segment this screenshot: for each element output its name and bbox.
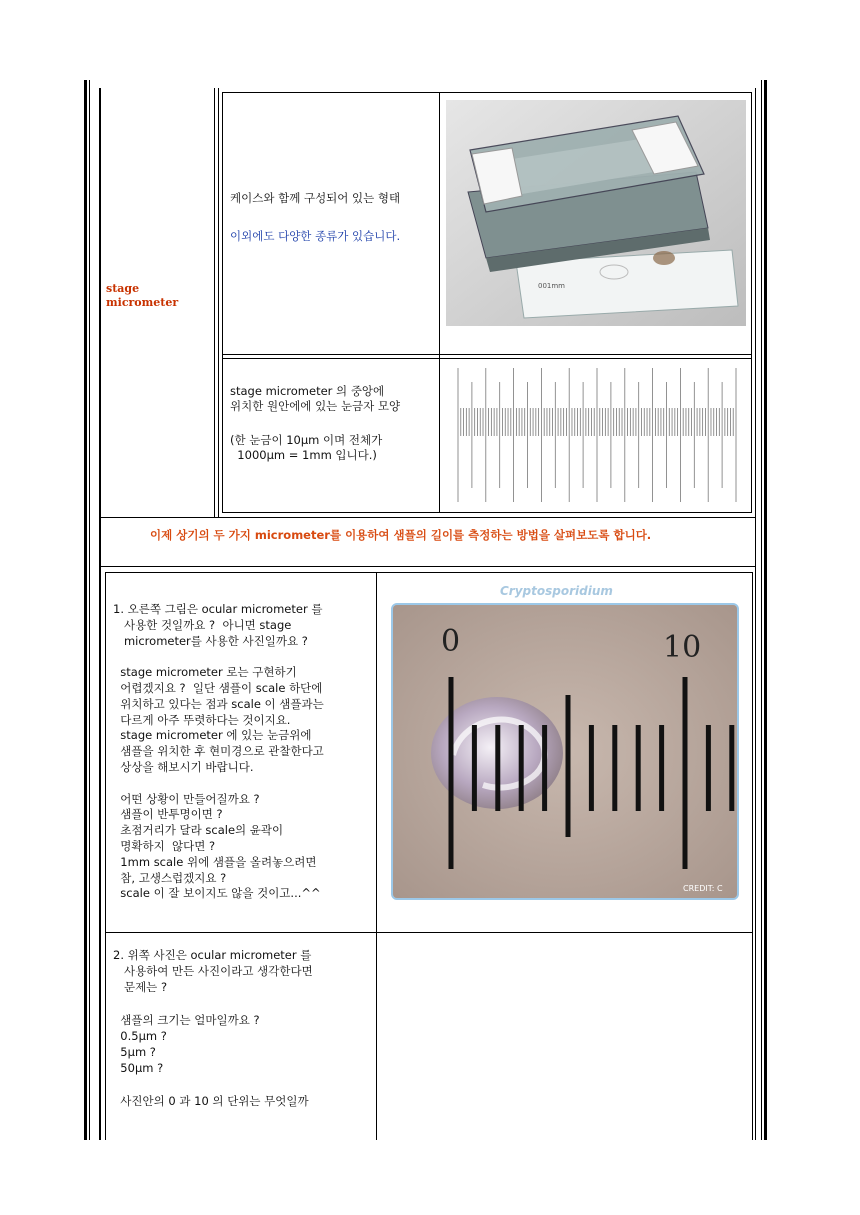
text-line: 위치하고 있다는 점과 scale 이 샘플과는 bbox=[113, 696, 324, 711]
text-line: 2. 위쪽 사진은 ocular micrometer 를 bbox=[113, 948, 312, 962]
row2-line4: (한 눈금이 10μm 이며 전체가 bbox=[230, 433, 383, 447]
table-line bbox=[218, 88, 219, 518]
scale-label-ten: 10 bbox=[663, 630, 702, 665]
text-line: 어떤 상황이 만들어질까요 ? bbox=[113, 791, 260, 806]
photo-title: Cryptosporidium bbox=[500, 584, 613, 598]
table-line bbox=[222, 92, 752, 93]
text-line: stage micrometer 로는 구현하기 bbox=[113, 665, 297, 680]
table-line bbox=[222, 354, 752, 355]
row2-line5: 1000μm = 1mm 입니다.) bbox=[230, 448, 377, 462]
text-line: 샘플의 크기는 얼마일까요 ? bbox=[113, 1012, 260, 1027]
cryptosporidium-photo bbox=[391, 603, 739, 900]
page-border-left-inner bbox=[89, 80, 90, 1140]
table-line bbox=[439, 92, 440, 512]
table-line bbox=[752, 572, 753, 1140]
text-line: 다르게 아주 뚜렷하다는 것이지요. bbox=[113, 712, 291, 727]
text-line: 참, 고생스럽겠지요 ? bbox=[113, 870, 227, 885]
page-border-right-inner bbox=[761, 80, 762, 1140]
table-line bbox=[105, 572, 106, 1140]
row2-line2: 위치한 원안에에 있는 눈금자 모양 bbox=[230, 399, 401, 413]
table-line bbox=[99, 566, 101, 1140]
table-line bbox=[751, 92, 752, 512]
text-line: 사용한 것일까요 ? 아니면 stage bbox=[113, 617, 292, 632]
text-line: stage micrometer 에 있는 눈금위에 bbox=[113, 728, 312, 743]
scale-label-zero: 0 bbox=[441, 624, 461, 659]
text-line: 사용하여 만든 사진이라고 생각한다면 bbox=[113, 964, 313, 979]
table-line bbox=[222, 358, 752, 359]
table-line bbox=[222, 92, 223, 512]
table-line bbox=[99, 566, 756, 567]
text-line: 상상을 해보시기 바랍니다. bbox=[113, 760, 254, 774]
photo-credit: CREDIT: C bbox=[683, 884, 723, 893]
text-line: 0.5μm ? bbox=[113, 1029, 167, 1043]
text-line: 1. 오른쪽 그림은 ocular micrometer 를 bbox=[113, 602, 323, 616]
left-label-line2: micrometer bbox=[106, 296, 179, 309]
micrometer-case-photo bbox=[446, 100, 746, 326]
table-line bbox=[99, 517, 756, 518]
table-line bbox=[755, 517, 756, 567]
table-line bbox=[105, 932, 753, 933]
text-line: 어렵겠지요 ? 일단 샘플이 scale 하단에 bbox=[113, 681, 323, 695]
text-line: 샘플을 위치한 후 현미경으로 관찰한다고 bbox=[113, 744, 324, 759]
table-line bbox=[99, 517, 101, 567]
table-line bbox=[376, 572, 377, 1140]
table-line bbox=[99, 88, 101, 518]
table-line bbox=[222, 512, 752, 513]
text-line: 샘플이 반투명이면 ? bbox=[113, 807, 223, 822]
text-line: 1mm scale 위에 샘플을 올려놓으려면 bbox=[113, 854, 317, 869]
scale-ruler-image bbox=[446, 362, 746, 508]
table-line bbox=[755, 566, 756, 1140]
row1-note: 이외에도 다양한 종류가 있습니다. bbox=[230, 229, 401, 243]
table-line bbox=[214, 88, 215, 518]
left-label-line1: stage bbox=[106, 282, 140, 295]
text-line: 5μm ? bbox=[113, 1045, 156, 1060]
row1-text: 케이스와 함께 구성되어 있는 형태 bbox=[230, 191, 401, 205]
banner-text: 이제 상기의 두 가지 micrometer를 이용하여 샘플의 길이를 측정하는 방법을 살펴보도록 합니다. bbox=[150, 528, 652, 542]
text-line: 명확하지 않다면 ? bbox=[113, 839, 216, 853]
table-line bbox=[105, 572, 753, 573]
page-border-left-outer bbox=[84, 80, 87, 1140]
text-line: scale 이 잘 보이지도 않을 것이고...^^ bbox=[113, 886, 321, 901]
text-line: 사진안의 0 과 10 의 단위는 무엇일까 bbox=[113, 1093, 309, 1108]
text-line: 초점거리가 달라 scale의 윤곽이 bbox=[113, 823, 284, 838]
table-line bbox=[755, 88, 756, 518]
row2-line1: stage micrometer 의 중앙에 bbox=[230, 384, 385, 398]
text-line: micrometer를 사용한 사진일까요 ? bbox=[113, 633, 308, 648]
slide-label: 001mm bbox=[538, 282, 565, 290]
text-line: 50μm ? bbox=[113, 1061, 164, 1076]
page-border-right-outer bbox=[764, 80, 767, 1140]
text-line: 문제는 ? bbox=[113, 980, 168, 995]
